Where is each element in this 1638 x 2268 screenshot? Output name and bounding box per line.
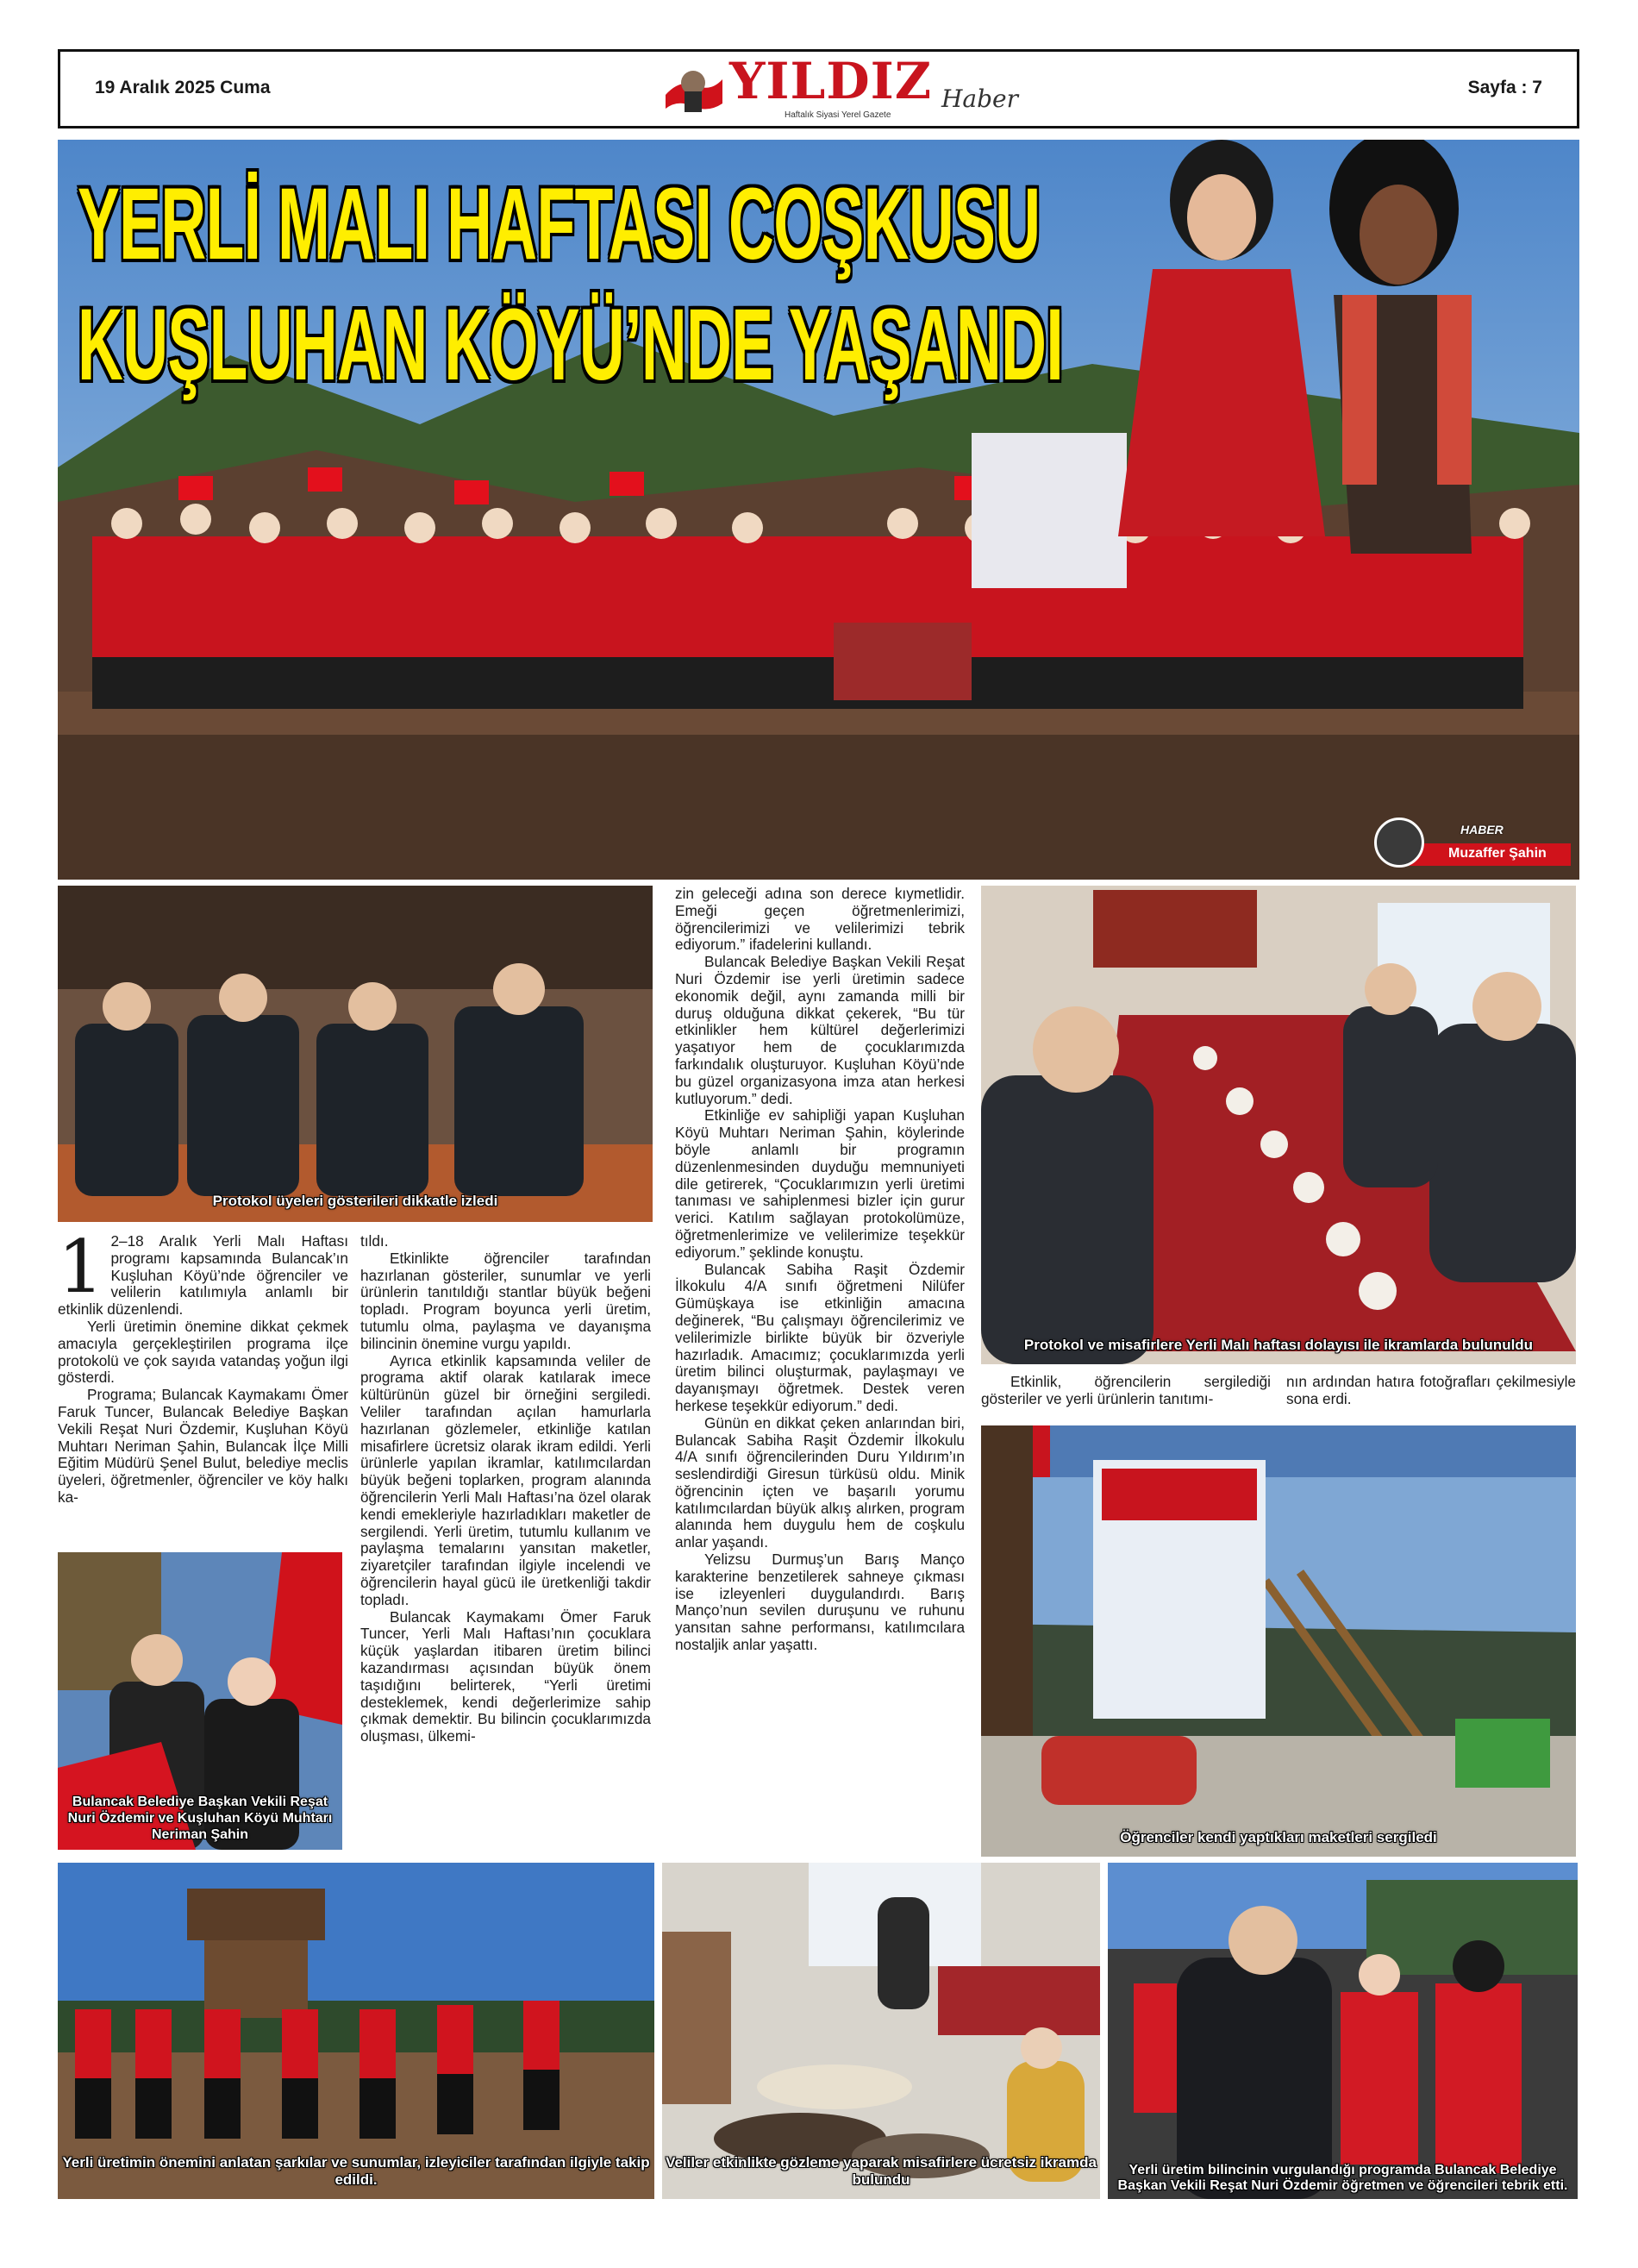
logo-subtitle: Haber xyxy=(941,85,1018,113)
photo-gozleme xyxy=(662,1863,1100,2199)
article-paragraph: Programa; Bulancak Kaymakamı Ömer Faruk Tuncer, Bulancak Belediye Başkan Vekili Reşat Nuri Özdemir, Kuşluhan Köyü Muhtarı Neriman Şahin, Bulancak İlçe Milli Eğitim Müdürü Şenel Bulut, belediye meclis üyeleri, öğretmenler, öğrenciler ve köy halkı ka- xyxy=(58,1386,348,1506)
article-column-5 xyxy=(1286,1374,1576,1408)
article-paragraph: Yelizsu Durmuş’un Barış Manço karakterine benzetilerek sahneye çıkması ise izleyenleri duygulandırdı. Barış Manço’nun sevilen duruşunu ve ruhunu yansıtan sahne performansı, katılımcılara nostaljik anlar yaşattı. xyxy=(675,1551,965,1654)
article-paragraph: Etkinliğe ev sahipliği yapan Kuşluhan Köyü Muhtarı Neriman Şahin, köylerinde böyle anlamlı bir programın düzenlenmesinden duyduğu memnuniyeti dile getirerek, “Çocuklarımızın yerli üretimi tanıması ve sahiplenmesi bizler için gurur verici. Katılım sağlayan protokolümüze, öğretmenlerimize ve velilerimize teşekkür ediyorum.” şeklinde konuştu. xyxy=(675,1106,965,1261)
article-column-3 xyxy=(675,886,965,1654)
byline-name: Muzaffer Şahin xyxy=(1448,846,1547,861)
caption-ikram: Protokol ve misafirlere Yerli Malı haftası dolayısı ile ikramlarda bulunuldu xyxy=(1023,1337,1534,1353)
article-paragraph: zin geleceği adına son derece kıymetlidir. Emeği geçen öğretmenlerimizi, öğrencilerimizi ve velilerimizi tebrik ediyorum.” ifadelerini kullandı. xyxy=(675,885,965,954)
author-avatar xyxy=(1374,818,1424,868)
caption-maket: Öğrenciler kendi yaptıkları maketleri sergiledi xyxy=(1120,1829,1437,1845)
article-paragraph: Bulancak Sabiha Raşit Özdemir İlkokulu 4/A sınıfı öğretmeni Nilüfer Gümüşkaya ise etkinliğin amacına değinerek, “Bu çalışmayı öğrencilerimiz ve velilerimizle birlikte büyük bir özveriyle hazırladık. Amacımız; çocuklarımızda yerli üretim bilinci oluşturmak, paylaşmayı ve dayanışmayı öğretmek. Destek veren herkese teşekkür ediyorum.” dedi. xyxy=(675,1260,965,1414)
article-paragraph: Etkinlik, öğrencilerin sergilediği gösteriler ve yerli ürünlerin tanıtımı- xyxy=(981,1373,1271,1407)
caption-mayor-muhtar: Bulancak Belediye Başkan Vekili Reşat Nuri Özdemir ve Kuşluhan Köyü Muhtarı Neriman Şahin xyxy=(67,1795,333,1842)
photo-ikram xyxy=(981,886,1576,1364)
page-number: Sayfa : 7 xyxy=(1467,78,1542,97)
photo-songs xyxy=(58,1863,654,2199)
article-paragraph: tıldı. xyxy=(360,1232,389,1250)
caption-congrats: Yerli üretim bilincinin vurgulandığı programda Bulancak Belediye Başkan Vekili Reşat Nuri Özdemir öğretmen ve öğrencileri tebrik etti. xyxy=(1117,2163,1568,2193)
page-header xyxy=(58,49,1579,128)
article-column-4 xyxy=(981,1374,1271,1408)
article-paragraph: Etkinlikte öğrenciler tarafından hazırlanan gösteriler, sunumlar ve yerli ürünlerin tanıtıldığı stantlar büyük beğeni topladı. Program boyunca yerli üretim, tutumlu olma, paylaşma ve dayanışma bilincinin önemine vurgu yapıldı. xyxy=(360,1249,651,1352)
flag-portrait-emblem xyxy=(664,60,724,116)
caption-protocol: Protokol üyeleri gösterileri dikkatle izledi xyxy=(212,1193,498,1209)
article-paragraph: nın ardından hatıra fotoğrafları çekilmesiyle sona erdi. xyxy=(1286,1373,1576,1407)
article-paragraph: 2–18 Aralık Yerli Malı Haftası programı kapsamında Bulancak’ın Kuşluhan Köyü’nde öğrenciler ve velilerin katılımıyla anlamlı bir etkinlik düzenlendi. xyxy=(58,1232,348,1319)
logo-tagline: Haftalık Siyasi Yerel Gazete xyxy=(785,110,891,120)
headline-line-1: YERLİ MALI HAFTASI COŞKUSU xyxy=(78,167,1041,281)
byline-label: HABER xyxy=(1460,823,1504,836)
issue-date: 19 Aralık 2025 Cuma xyxy=(95,78,271,97)
byline xyxy=(1374,818,1571,869)
article-paragraph: Bulancak Kaymakamı Ömer Faruk Tuncer, Yerli Malı Haftası’nın çocuklara küçük yaşlardan itibaren üretim bilinci kazandırması açısından büyük önem taşıdığını belirterek, “Yerli üretimi desteklemek, kendi değerlerimize sahip çıkmak demektir. Bu bilincin çocuklarımızda oluşması, ülkemi- xyxy=(360,1607,651,1745)
photo-maket xyxy=(981,1425,1576,1857)
article-column-1 xyxy=(58,1225,348,1507)
article-dropcap: 1 xyxy=(58,1225,104,1309)
caption-gozleme: Veliler etkinlikte gözleme yaparak misafirlere ücretsiz ikramda bulundu xyxy=(666,2154,1097,2188)
photo-mayor-muhtar xyxy=(58,1552,342,1850)
newspaper-logo xyxy=(664,52,1052,124)
logo-wordmark: YILDIZ xyxy=(729,52,933,110)
article-paragraph: Ayrıca etkinlik kapsamında veliler de programa aktif olarak katılarak imece kültürünün güzel bir örneğini sergiledi. Veliler tarafından açılan hamurlarla hazırlanan gözlemeler, etkinliğe katılan misafirlere ücretsiz olarak ikram edildi. Yerli ürünlerle yapılan ikramlar, katılımcılardan büyük beğeni toplarken, program alanında öğrencilerin Yerli Malı Haftası’na özel olarak kendi emekleriyle hazırladıkları maketler de sergilendi. Yerli üretim, tutumlu kullanım ve paylaşma temalarını yansıtan maketler, ziyaretçiler tarafından ilgiyle incelendi ve öğrencilerin hayal gücü ile üretkenliği takdir topladı. xyxy=(360,1351,651,1608)
headline xyxy=(78,164,1112,405)
headline-line-2: KUŞLUHAN KÖYÜ’NDE YAŞANDI xyxy=(78,288,1064,402)
photo-congrats xyxy=(1108,1863,1578,2199)
caption-songs: Yerli üretimin önemini anlatan şarkılar ve sunumlar, izleyiciler tarafından ilgiyle takip edildi. xyxy=(62,2154,650,2188)
photo-protocol xyxy=(58,886,653,1222)
article-paragraph: Yerli üretimin önemine dikkat çekmek amacıyla gerçekleştirilen programa ilçe protokolü ve çok sayıda vatandaş yoğun ilgi gösterdi. xyxy=(58,1317,348,1387)
article-paragraph: Günün en dikkat çeken anlarından biri, Bulancak Sabiha Raşit Özdemir İlkokulu 4/A sınıfı öğrencilerinden Duru Yıldırım’ın seslendirdiği Giresun türküsü oldu. Minik öğrencinin içten ve başarılı yorumu katılımcılardan büyük alkış alırken, program alanında hem duygulu hem de coşkulu anlar yaşandı. xyxy=(675,1413,965,1551)
article-column-2 xyxy=(360,1233,651,1745)
article-paragraph: Bulancak Belediye Başkan Vekili Reşat Nuri Özdemir ise yerli üretimin sadece ekonomik değil, aynı zamanda milli bir duruş olduğuna dikkat çekerek, “Bu tür etkinlikler hem kültürel değerlerimizi yaşatıyor hem de çocuklarımızda farkındalık oluşturuyor. Kuşluhan Köyü’nde bu güzel organizasyona imza atan herkesi kutluyorum.” dedi. xyxy=(675,953,965,1107)
